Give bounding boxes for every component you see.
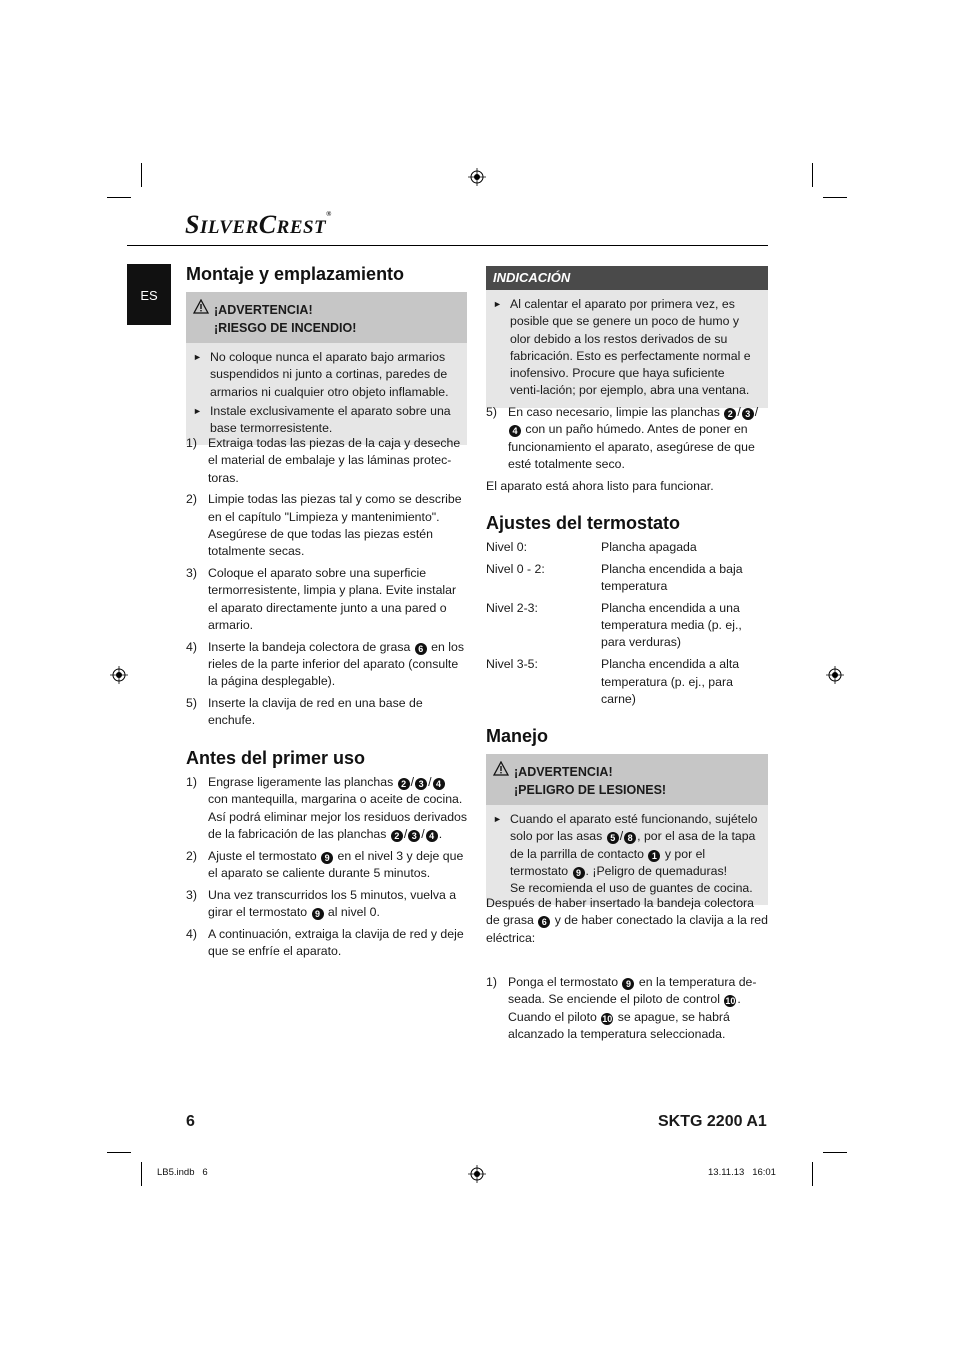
part-number-badge: 6 — [415, 643, 427, 655]
first-use-steps — [186, 774, 468, 965]
setup-steps — [186, 435, 468, 734]
header-rule — [127, 245, 768, 246]
warning-subtitle: ¡RIESGO DE INCENDIO! — [214, 321, 357, 335]
ready-text: El aparato está ahora listo para funcionar. — [486, 479, 714, 493]
injury-warning-box — [486, 754, 768, 905]
bullet-arrow-icon: ► — [193, 405, 202, 416]
warning-header — [186, 292, 467, 343]
part-number-badge: 10 — [725, 996, 736, 1007]
part-number-badge: 4 — [433, 778, 445, 790]
part-number-badge: 8 — [624, 832, 636, 844]
bullet-arrow-icon: ► — [493, 299, 502, 309]
part-number-badge: 3 — [742, 408, 754, 420]
list-item: 1) Engrase ligeramente las planchas 2 / 3 / 4 con mantequilla, margarina o aceite de cocina. Así podrá eliminar mejor los residuos derivados de la fabricación de las planchas 2 / 3 / 4 . — [186, 775, 468, 841]
part-number-badge: 9 — [312, 908, 324, 920]
warning-header — [486, 754, 768, 805]
clean-step — [486, 404, 768, 478]
crop-mark — [107, 197, 131, 198]
list-item: 4) Inserte la bandeja colectora de grasa 6 en los rieles de la parte inferior del aparato (consulte la página desplegable). — [186, 639, 464, 689]
part-number-badge: 2 — [398, 778, 410, 790]
section-title-manejo: Manejo — [486, 726, 549, 746]
bullet-arrow-icon: ► — [193, 352, 202, 362]
part-number-badge: 1 — [648, 850, 660, 862]
list-item: 3) Una vez transcurridos los 5 minutos, vuelva a girar el termostato 9 al nivel 0. — [186, 887, 457, 920]
crop-mark — [812, 163, 813, 187]
registration-mark-icon — [468, 1165, 486, 1183]
list-item: 4) A continuación, extraiga la clavija de red y deje que se enfríe el aparato. — [186, 926, 464, 959]
fire-warning-box — [186, 292, 467, 445]
section-title-montaje: Montaje y emplazamiento — [186, 264, 405, 284]
warning-subtitle: ¡PELIGRO DE LESIONES! — [514, 783, 667, 797]
crop-mark — [107, 1152, 131, 1153]
crop-mark — [141, 1162, 142, 1186]
part-number-badge: 9 — [321, 852, 333, 864]
part-number-badge: 2 — [724, 408, 736, 420]
list-item: 5) Inserte la clavija de red en una base de enchufe. — [186, 696, 423, 728]
slug-file: LB5.indb 6 — [157, 1167, 208, 1178]
warning-title: ¡ADVERTENCIA! — [514, 765, 613, 779]
bullet-arrow-icon: ► — [493, 814, 502, 824]
list-item: 3) Coloque el aparato sobre una superficie termorresistente, limpia y plana. Evite instalar el aparato directamente junto a una pared o armario. — [186, 566, 457, 632]
section-title-primer-uso: Antes del primer uso — [186, 748, 366, 768]
part-number-badge: 6 — [538, 916, 550, 928]
list-item: 1) Extraiga todas las piezas de la caja y deseche el material de embalaje y las láminas protec-toras. — [186, 436, 461, 485]
crop-mark — [141, 163, 142, 187]
page-number: 6 — [186, 1113, 195, 1130]
crop-mark — [823, 197, 847, 198]
part-number-badge: 4 — [426, 830, 438, 842]
warning-triangle-icon — [493, 761, 509, 776]
warning-title: ¡ADVERTENCIA! — [214, 303, 313, 317]
model-number: SKTG 2200 A1 — [658, 1113, 767, 1130]
level-row: Nivel 2-3: Plancha encendida a una temperatura media (p. ej., para verduras) — [486, 600, 742, 650]
crop-mark — [812, 1162, 813, 1186]
warning-bullet: ► No coloque nunca el aparato bajo armarios suspendidos ni junto a cortinas, paredes de armarios ni cualquier otro objeto inflamable. — [193, 350, 449, 399]
slug-date: 13.11.13 16:01 — [708, 1167, 776, 1178]
part-number-badge: 5 — [607, 832, 619, 844]
after-text: Después de haber insertado la bandeja colectora de grasa 6 y de haber conectado la clavija a la red eléctrica: — [486, 896, 768, 945]
section-title-termostato: Ajustes del termostato — [486, 513, 681, 533]
part-number-badge: 9 — [573, 867, 585, 879]
level-row: Nivel 0: Plancha apagada — [486, 540, 697, 554]
part-number-badge: 9 — [622, 978, 634, 990]
level-row: Nivel 0 - 2: Plancha encendida a baja temperatura — [486, 561, 743, 594]
warning-bullet: ► Instale exclusivamente el aparato sobre una base termorresistente. — [193, 403, 451, 436]
thermostat-levels — [486, 539, 768, 713]
registration-mark-icon — [468, 168, 486, 186]
list-item: 1) Ponga el termostato 9 en la temperatura de-seada. Se enciende el piloto de control 10 . Cuando el piloto 10 se apague, se habrá alcanzado la temperatura seleccionada. — [486, 975, 757, 1041]
brand-logo: SILVERCREST® — [185, 210, 332, 239]
part-number-badge: 3 — [408, 830, 420, 842]
note-bullet: ► Al calentar el aparato por primera vez, es posible que se genere un poco de humo y olor debido a los restos derivados de su fabricación. Esto es perfectamente normal e inofensivo. Procure que haya suficiente venti-lación; por ejemplo, abra una ventana. — [493, 297, 751, 398]
part-number-badge: 4 — [509, 425, 521, 437]
registration-mark-icon — [826, 666, 844, 684]
part-number-badge: 2 — [391, 830, 403, 842]
registration-mark-icon — [110, 666, 128, 684]
list-item: 2) Ajuste el termostato 9 en el nivel 3 y deje que el aparato se caliente durante 5 minutos. — [186, 848, 464, 880]
level-row: Nivel 3-5: Plancha encendida a alta temperatura (p. ej., para carne) — [486, 657, 740, 706]
crop-mark — [823, 1152, 847, 1153]
language-tab: ES — [127, 264, 171, 325]
list-item: 2) Limpie todas las piezas tal y como se describe en el capítulo "Limpieza y mantenimiento". Asegúrese de que todas las piezas estén totalmente secas. — [186, 492, 462, 559]
warning-triangle-icon — [193, 299, 209, 314]
part-number-badge: 3 — [415, 778, 427, 790]
note-box — [486, 266, 768, 408]
note-title: INDICACIÓN — [486, 266, 768, 290]
operation-step — [486, 974, 768, 1048]
warning-bullet: ► Cuando el aparato esté funcionando, sujételo solo por las asas 5 / 8 , por el asa de la tapa de la parrilla de contacto 1 y por el termostato 9 . ¡Peligro de quemaduras! Se recomienda el uso de guantes de cocina. — [493, 812, 758, 896]
part-number-badge: 10 — [602, 1013, 613, 1024]
list-item: 5) En caso necesario, limpie las planchas 2 / 3 /4 con un paño húmedo. Antes de poner en funcionamiento el aparato, asegúrese de que esté totalmente seco. — [486, 405, 759, 471]
